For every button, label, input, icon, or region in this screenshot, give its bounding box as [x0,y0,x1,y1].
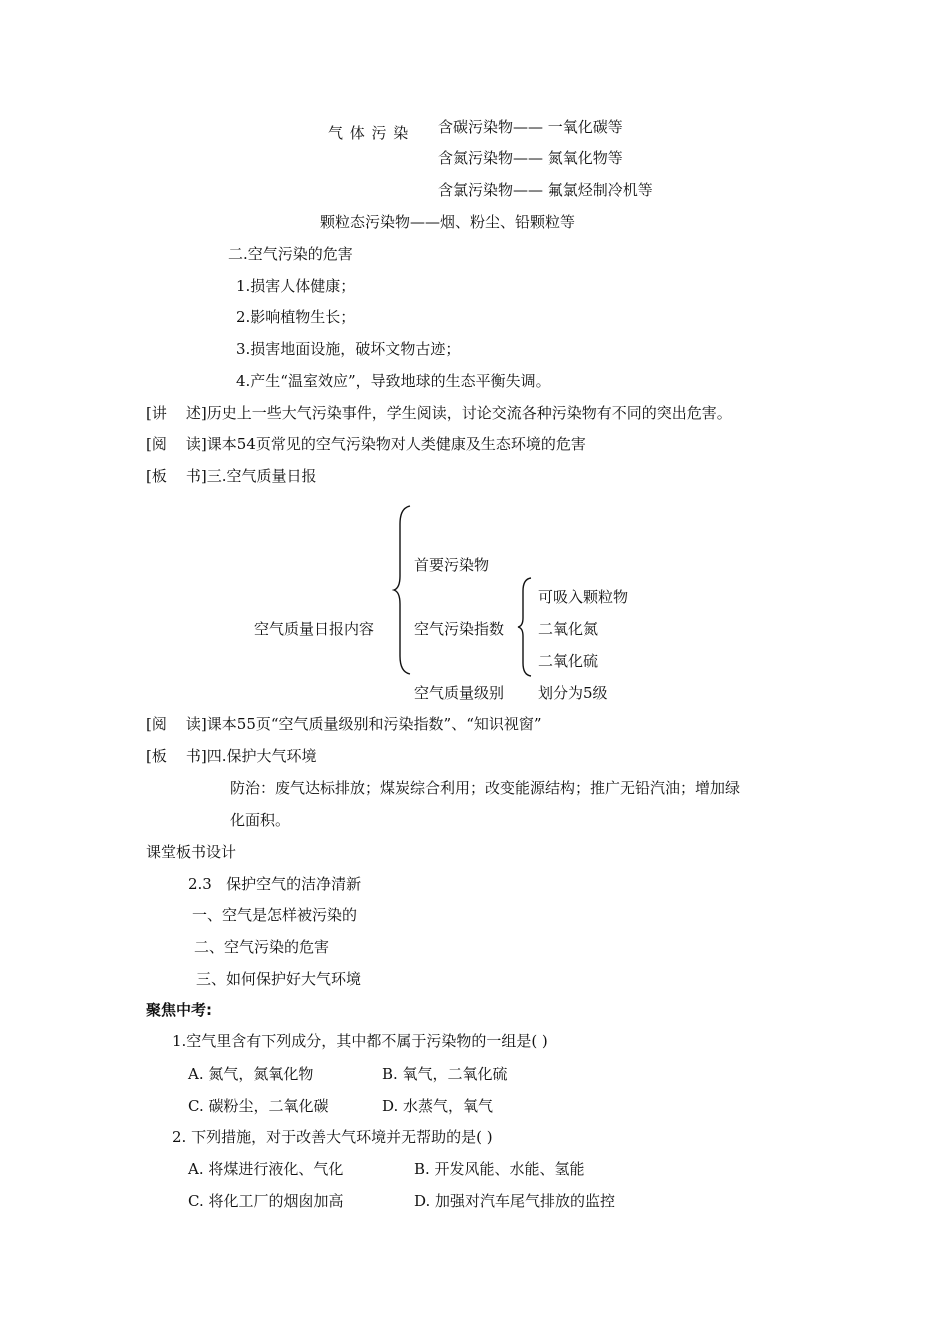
gas-pollution-item: 含氯污染物—— 氟氯烃制冷机等 [438,181,653,199]
board-remark: [板 书]三.空气质量日报 [146,467,317,485]
question-2-option: C. 将化工厂的烟囱加高 [188,1192,344,1210]
question-1-option: C. 碳粉尘，二氧化碳 [188,1097,329,1115]
question-1-option: B. 氧气，二氧化硫 [382,1065,508,1083]
gas-pollution-item: 含氮污染物—— 氮氧化物等 [438,149,623,167]
question-2-option: B. 开发风能、水能、氢能 [414,1160,585,1178]
aqi-branch: 空气污染指数 [414,620,505,638]
harm-heading: 二.空气污染的危害 [228,245,353,263]
aqi-index-item: 可吸入颗粒物 [538,588,629,606]
particulate-pollution: 颗粒态污染物——烟、粉尘、铅颗粒等 [320,213,576,231]
gas-pollution-heading: 气 体 污 染 [328,124,410,142]
lecture-remark: [讲 述]历史上一些大气污染事件，学生阅读，讨论交流各种污染物有不同的突出危害。 [146,404,732,422]
board-design-title: 2.3 保护空气的洁净清新 [188,875,362,893]
aqi-branch: 首要污染物 [414,556,490,574]
aqi-index-item: 二氧化硫 [538,652,599,670]
outer-brace [392,504,414,676]
question-2-option: D. 加强对汽车尾气排放的监控 [414,1192,616,1210]
board-design-item: 一、空气是怎样被污染的 [192,906,358,924]
reading-remark: [阅 读]课本55页“空气质量级别和污染指数”、“知识视窗” [146,715,542,733]
board-design-heading: 课堂板书设计 [146,843,237,861]
prevention-text: 防治：废气达标排放；煤炭综合利用；改变能源结构；推广无铅汽油；增加绿 [230,779,741,797]
question-1-option: A. 氮气，氮氧化物 [188,1065,314,1083]
question-1-option: D. 水蒸气，氧气 [382,1097,494,1115]
board-design-item: 二、空气污染的危害 [194,938,330,956]
exam-heading: 聚焦中考: [146,1001,212,1019]
gas-pollution-item: 含碳污染物—— 一氧化碳等 [438,118,623,136]
aqi-root: 空气质量日报内容 [254,620,375,638]
prevention-text-cont: 化面积。 [230,811,291,829]
inner-brace [516,576,534,678]
harm-item: 4.产生“温室效应”，导致地球的生态平衡失调。 [236,372,551,390]
question-2: 2. 下列措施，对于改善大气环境并无帮助的是( ) [172,1128,493,1146]
harm-item: 2.影响植物生长； [236,308,356,326]
aqi-branch: 空气质量级别 [414,684,505,702]
harm-item: 1.损害人体健康； [236,277,356,295]
aqi-index-item: 二氧化氮 [538,620,599,638]
reading-remark: [阅 读]课本54页常见的空气污染物对人类健康及生态环境的危害 [146,435,586,453]
question-1: 1.空气里含有下列成分，其中都不属于污染物的一组是( ) [172,1032,548,1050]
board-remark: [板 书]四.保护大气环境 [146,747,317,765]
aqi-level-note: 划分为5级 [538,684,608,702]
board-design-item: 三、如何保护好大气环境 [196,970,362,988]
question-2-option: A. 将煤进行液化、气化 [188,1160,344,1178]
harm-item: 3.损害地面设施，破坏文物古迹； [236,340,461,358]
